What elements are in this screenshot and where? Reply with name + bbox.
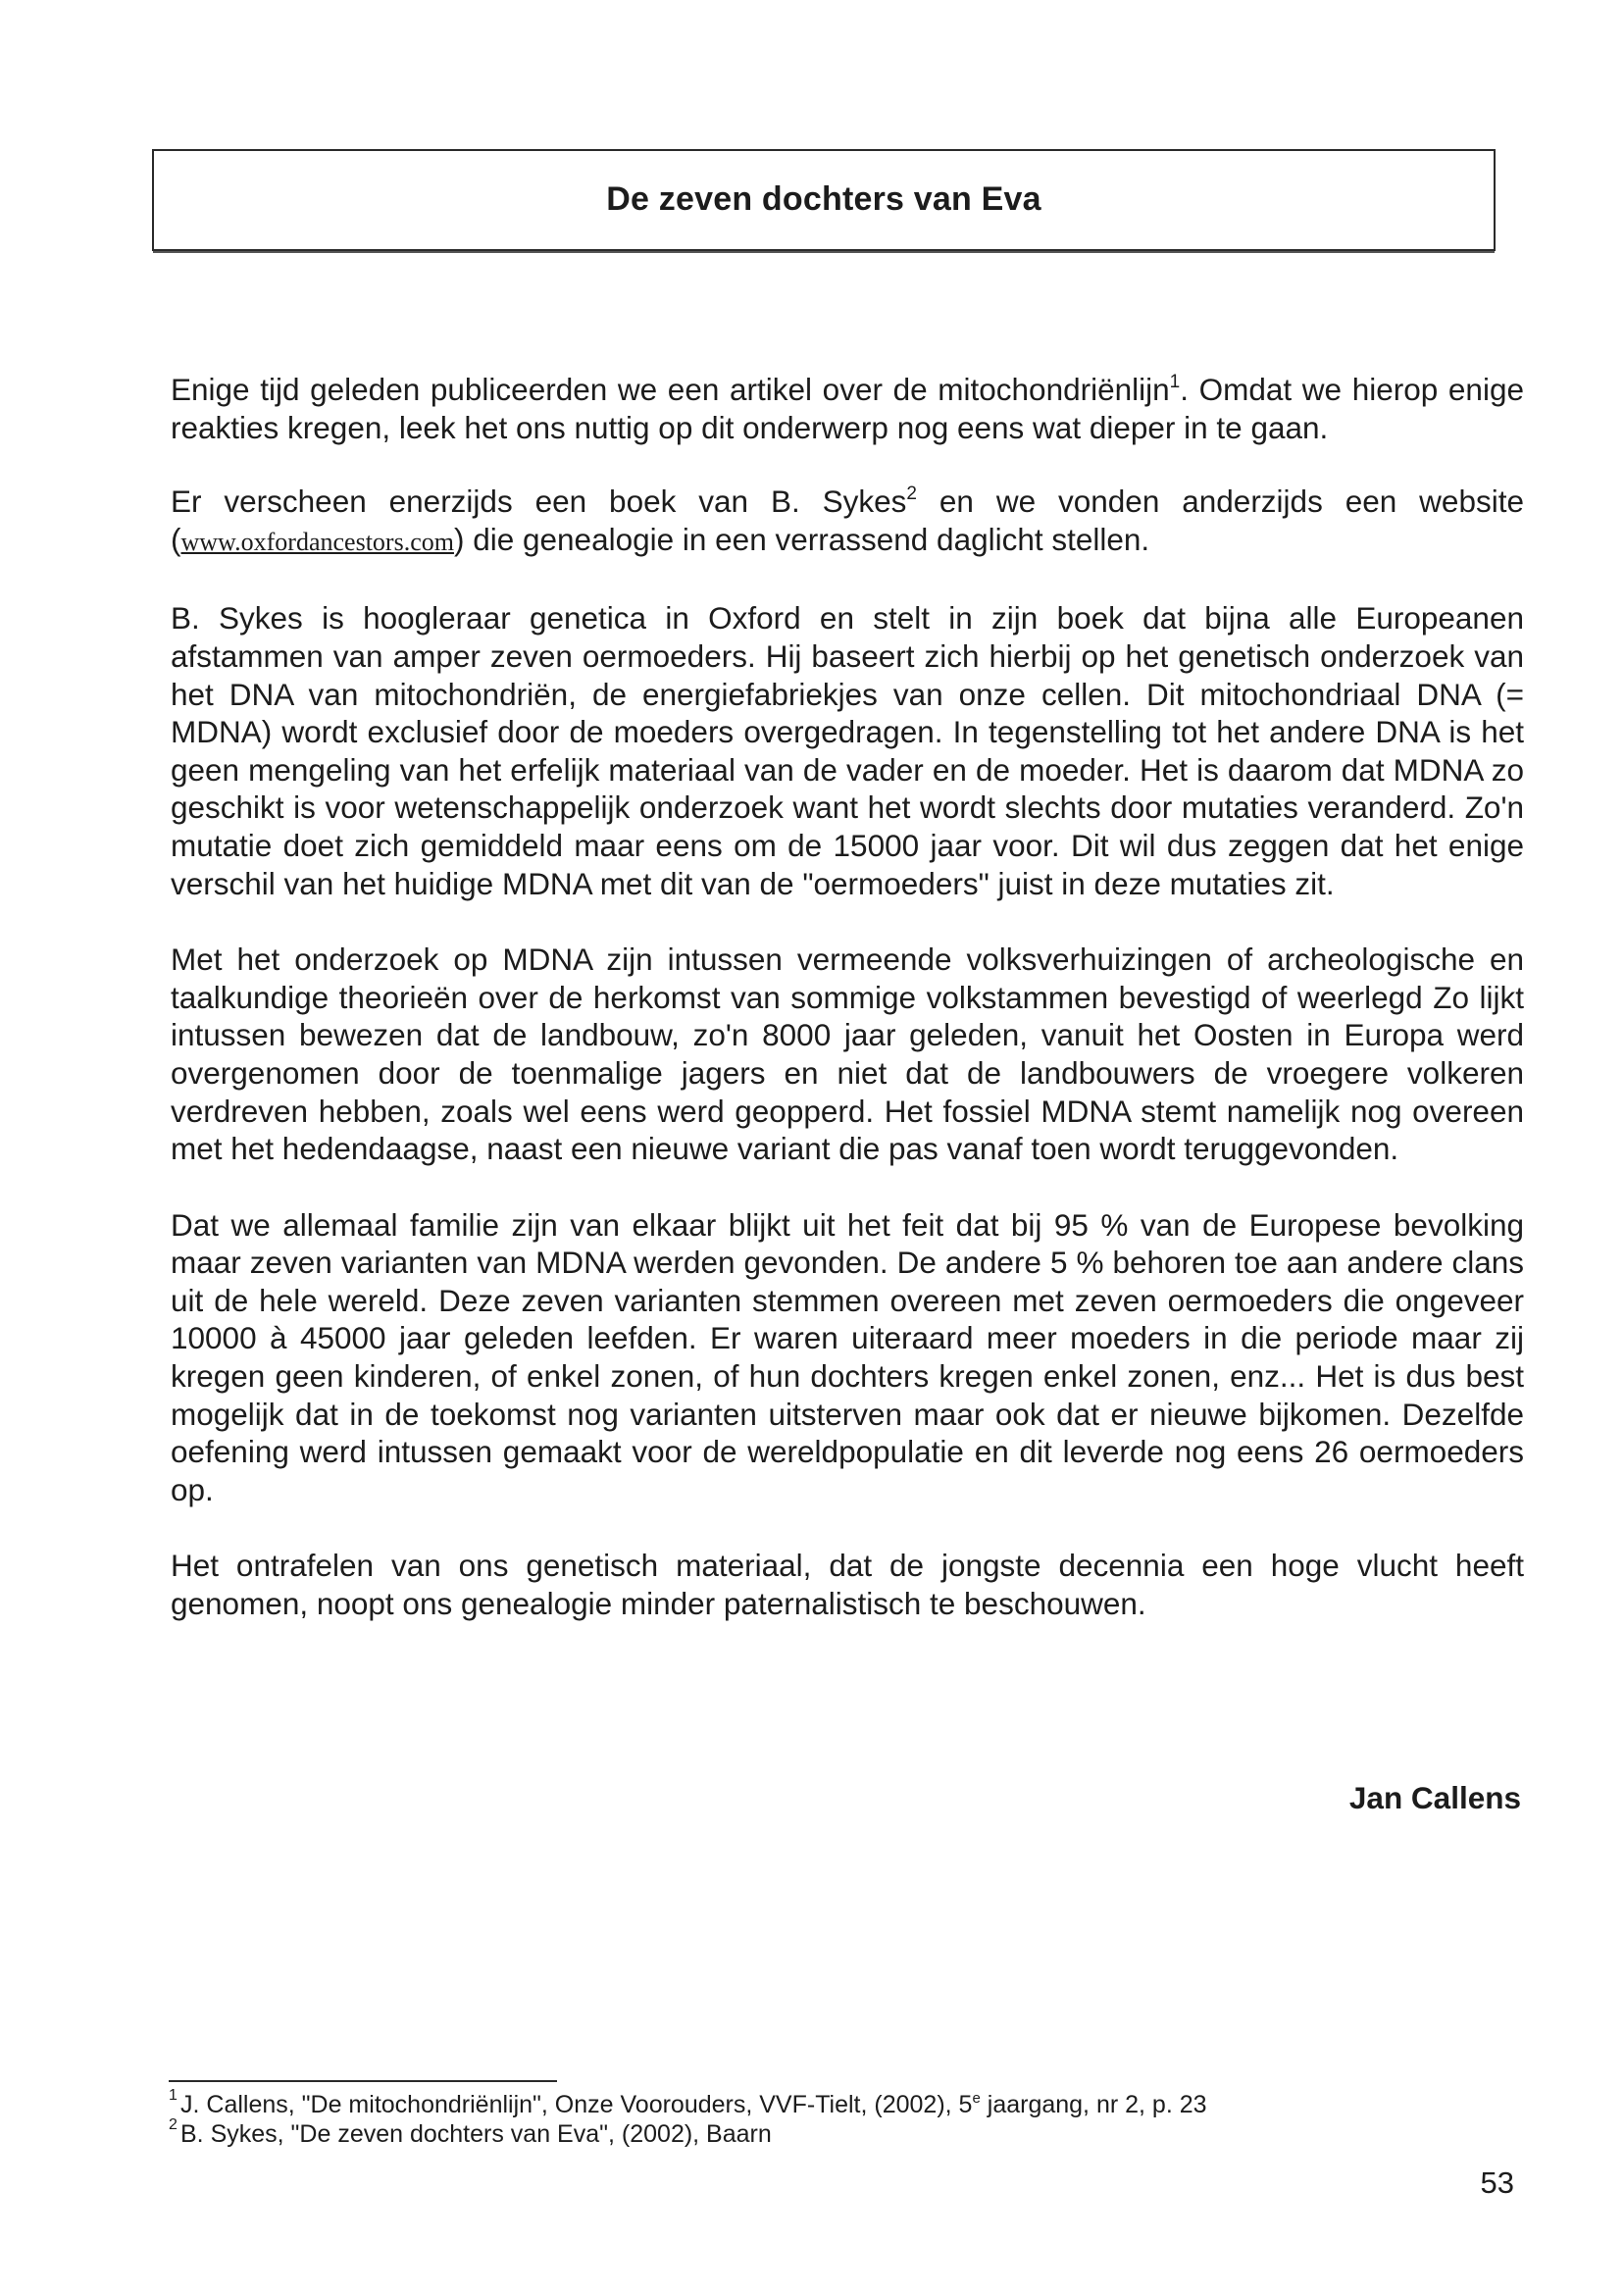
- footnote-2: [169, 2116, 1502, 2149]
- footnote-1-superscript: e: [972, 2090, 981, 2107]
- footnote-divider: [169, 2080, 557, 2082]
- page-number: 53: [1480, 2165, 1514, 2200]
- title-box: [152, 149, 1496, 251]
- paragraph-1: [171, 371, 1524, 446]
- paragraph-1-text-a: Enige tijd geleden publiceerden we een artikel over de mitochondriënlijn: [171, 372, 1170, 407]
- paragraph-5: Dat we allemaal familie zijn van elkaar blijkt uit het feit dat bij 95 % van de Europese bevolking maar zeven varianten van MDNA werden gevonden. De andere 5 % behoren toe aan andere clans uit de hele wereld. Deze zeven varianten stemmen overeen met zeven oermoeders die ongeveer 10000 à 45000 jaar geleden leefden. Er waren uiteraard meer moeders in die periode maar zij kregen geen kinderen, of enkel zonen, of hun dochters kregen enkel zonen, enz... Het is dus best mogelijk dat in de toekomst nog varianten uitsterven maar ook dat er nieuwe bijkomen. Dezelfde oefening werd intussen gemaakt voor de wereldpopulatie en dit leverde nog eens 26 oermoeders op.: [171, 1206, 1524, 1507]
- paragraph-2: [171, 483, 1524, 561]
- footnote-ref-2[interactable]: 2: [906, 484, 917, 505]
- paragraph-6: Het ontrafelen van ons genetisch materiaal, dat de jongste decennia een hoge vlucht heeft genomen, noopt ons genealogie minder paternalistisch te beschouwen.: [171, 1548, 1524, 1622]
- paragraph-2-text-a: Er verscheen enerzijds een boek van B. Sykes: [171, 484, 907, 520]
- page-title: De zeven dochters van Eva: [606, 180, 1041, 218]
- footnotes: [169, 2087, 1502, 2149]
- footnote-ref-1[interactable]: 1: [1169, 372, 1181, 392]
- article-body: [171, 371, 1524, 1661]
- footnote-1-number: 1: [169, 2087, 178, 2104]
- paragraph-2-text-c: ) die genealogie in een verrassend daglicht stellen.: [453, 521, 1150, 557]
- footnote-2-number: 2: [169, 2116, 178, 2133]
- paragraph-3: B. Sykes is hoogleraar genetica in Oxford en stelt in zijn boek dat bijna alle Europeanen afstammen van amper zeven oermoeders. Hij baseert zich hierbij op het genetisch onderzoek van het DNA van mitochondriën, de energiefabriekjes van onze cellen. Dit mitochondriaal DNA (= MDNA) wordt exclusief door de moeders overgedragen. In tegenstelling tot het andere DNA is het geen mengeling van het erfelijk materiaal van de vader en de moeder. Het is daarom dat MDNA zo geschikt is voor wetenschappelijk onderzoek want het wordt slechts door mutaties veranderd. Zo'n mutatie doet zich gemiddeld maar eens om de 15000 jaar voor. Dit wil dus zeggen dat het enige verschil van het huidige MDNA met dit van de "oermoeders" juist in deze mutaties zit.: [171, 600, 1524, 901]
- paragraph-2-text-b: en we vonden anderzijds een website (: [171, 484, 1524, 557]
- footnote-1-text-b: jaargang, nr 2, p. 23: [980, 2091, 1207, 2118]
- footnote-1-text-a: J. Callens, "De mitochondriënlijn", Onze Voorouders, VVF-Tielt, (2002), 5: [180, 2091, 973, 2118]
- paragraph-4: Met het onderzoek op MDNA zijn intussen vermeende volksverhuizingen of archeologische en taalkundige theorieën over de herkomst van sommige volkstammen bevestigd of weerlegd Zo lijkt intussen bewezen dat de landbouw, zo'n 8000 jaar geleden, vanuit het Oosten in Europa werd overgenomen door de toenmalige jagers en niet dat de landbouwers de vroegere volkeren verdreven hebben, zoals wel eens werd geopperd. Het fossiel MDNA stemt namelijk nog overeen met het hedendaagse, naast een nieuwe variant die pas vanaf toen wordt teruggevonden.: [171, 942, 1524, 1167]
- website-link[interactable]: www.oxfordancestors.com: [180, 527, 454, 556]
- footnote-2-text: B. Sykes, "De zeven dochters van Eva", (2002), Baarn: [180, 2120, 772, 2148]
- paragraph-1-text-b: . Omdat we hierop enige reakties kregen, leek het ons nuttig op dit onderwerp nog eens wat dieper in te gaan.: [171, 372, 1524, 445]
- author-name: Jan Callens: [1348, 1780, 1521, 1815]
- footnote-1: [169, 2087, 1502, 2119]
